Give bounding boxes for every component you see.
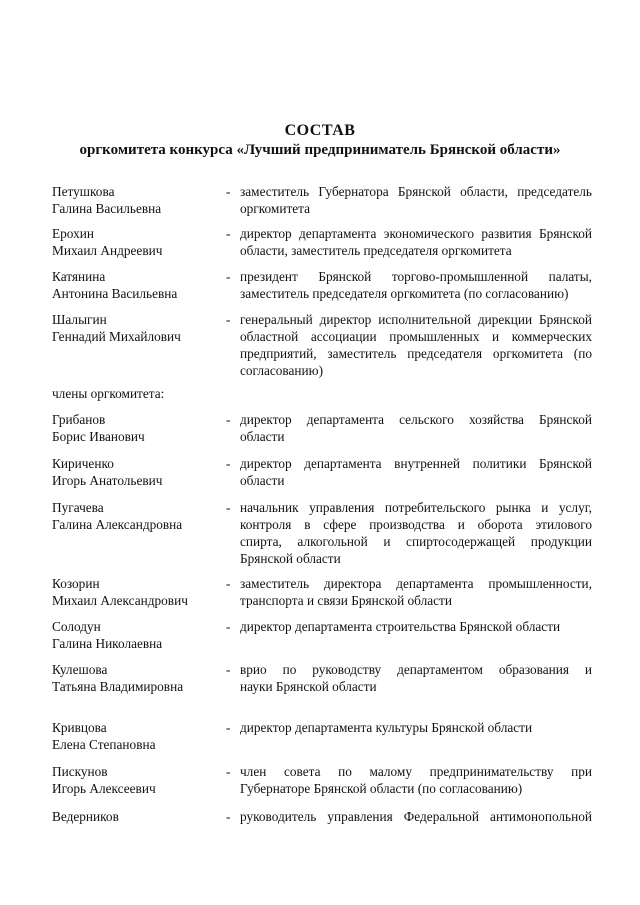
person-name <box>52 183 222 217</box>
separator-dash: - <box>226 184 231 199</box>
person-name <box>52 661 222 695</box>
person-name-line: Галина Николаевна <box>52 636 163 651</box>
person-role-line: транспорта и связи Брянской области <box>240 593 452 608</box>
person-role-line: генеральный директор исполнительной дирекции Брянской <box>240 312 592 327</box>
person-name-line: Катянина <box>52 269 106 284</box>
separator-dash: - <box>226 412 231 427</box>
separator-dash: - <box>226 312 231 327</box>
separator-dash: - <box>226 619 231 634</box>
person-name-line: Кириченко <box>52 456 114 471</box>
person-name-line: Игорь Алексеевич <box>52 781 156 796</box>
person-name-line: Борис Иванович <box>52 429 145 444</box>
person-name-line: Кривцова <box>52 720 107 735</box>
person-name-line: Антонина Васильевна <box>52 286 178 301</box>
person-name <box>52 808 222 825</box>
person-name-line: Козорин <box>52 576 100 591</box>
person-role-line: член совета по малому предпринимательству при <box>240 764 592 779</box>
person-name-line: Галина Васильевна <box>52 201 162 216</box>
person-name-line: Михаил Андреевич <box>52 243 163 258</box>
person-role <box>240 455 592 489</box>
person-role-line: согласованию) <box>240 363 324 378</box>
person-name <box>52 455 222 489</box>
person-role-line: директор департамента культуры Брянской области <box>240 720 533 735</box>
person-role-line: директор департамента сельского хозяйства Брянской <box>240 412 592 427</box>
person-role-line: Брянской области <box>240 551 341 566</box>
person-name <box>52 225 222 259</box>
person-name-line: Пискунов <box>52 764 108 779</box>
person-role-line: области <box>240 473 285 488</box>
person-name-line: Игорь Анатольевич <box>52 473 163 488</box>
person-name <box>52 311 222 345</box>
person-name-line: Михаил Александрович <box>52 593 188 608</box>
person-role-line: предприятий, заместитель председателя оргкомитета (по <box>240 346 592 361</box>
person-name-line: Пугачева <box>52 500 104 515</box>
separator-dash: - <box>226 764 231 779</box>
person-role-line: директор департамента строительства Брянской области <box>240 619 561 634</box>
person-role-line: области <box>240 429 285 444</box>
separator-dash: - <box>226 456 231 471</box>
person-role <box>240 268 592 302</box>
person-name <box>52 268 222 302</box>
person-role <box>240 808 592 825</box>
separator-dash: - <box>226 269 231 284</box>
person-role <box>240 661 592 695</box>
person-name-line: Петушкова <box>52 184 115 199</box>
person-role <box>240 411 592 445</box>
person-role-line: директор департамента экономического развития Брянской <box>240 226 592 241</box>
person-role-line: контроля в сфере производства и оборота этилового <box>240 517 592 532</box>
person-role-line: Губернаторе Брянской области (по согласованию) <box>240 781 523 796</box>
person-role <box>240 719 592 736</box>
person-name <box>52 575 222 609</box>
person-name-line: Елена Степановна <box>52 737 156 752</box>
person-name <box>52 763 222 797</box>
page-subtitle: оргкомитета конкурса «Лучший предприниматель Брянской области» <box>79 142 561 158</box>
person-name-line: Ведерников <box>52 809 119 824</box>
person-role-line: заместитель Губернатора Брянской области, председатель <box>240 184 592 199</box>
person-name-line: Галина Александровна <box>52 517 183 532</box>
person-name-line: Солодун <box>52 619 101 634</box>
separator-dash: - <box>226 576 231 591</box>
person-name-line: Геннадий Михайлович <box>52 329 181 344</box>
person-role <box>240 575 592 609</box>
person-role-line: спирта, алкогольной и спиртосодержащей продукции <box>240 534 592 549</box>
person-name-line: Ерохин <box>52 226 94 241</box>
person-role-line: науки Брянской области <box>240 679 377 694</box>
person-role-line: областной ассоциации промышленных и коммерческих <box>240 329 592 344</box>
person-name <box>52 618 222 652</box>
members-heading: члены оргкомитета: <box>52 386 165 401</box>
person-role-line: руководитель управления Федеральной антимонопольной <box>240 809 592 824</box>
person-name-line: Грибанов <box>52 412 106 427</box>
person-role-line: заместитель директора департамента промышленности, <box>240 576 592 591</box>
person-role <box>240 618 592 635</box>
person-role <box>240 183 592 217</box>
person-name-line: Татьяна Владимировна <box>52 679 184 694</box>
person-role <box>240 499 592 567</box>
separator-dash: - <box>226 809 231 824</box>
person-role-line: заместитель председателя оргкомитета (по согласованию) <box>240 286 569 301</box>
separator-dash: - <box>226 226 231 241</box>
separator-dash: - <box>226 720 231 735</box>
person-role <box>240 225 592 259</box>
person-role-line: директор департамента внутренней политики Брянской <box>240 456 592 471</box>
person-name <box>52 411 222 445</box>
person-role-line: начальник управления потребительского рынка и услуг, <box>240 500 592 515</box>
person-role <box>240 311 592 379</box>
page-title: СОСТАВ <box>284 122 356 139</box>
person-role-line: оргкомитета <box>240 201 311 216</box>
person-role-line: врио по руководству департаментом образования и <box>240 662 592 677</box>
person-name <box>52 499 222 533</box>
separator-dash: - <box>226 500 231 515</box>
person-name-line: Шалыгин <box>52 312 107 327</box>
person-name-line: Кулешова <box>52 662 108 677</box>
person-role-line: президент Брянской торгово-промышленной палаты, <box>240 269 592 284</box>
person-role-line: области, заместитель председателя оргкомитета <box>240 243 512 258</box>
separator-dash: - <box>226 662 231 677</box>
person-name <box>52 719 222 753</box>
person-role <box>240 763 592 797</box>
